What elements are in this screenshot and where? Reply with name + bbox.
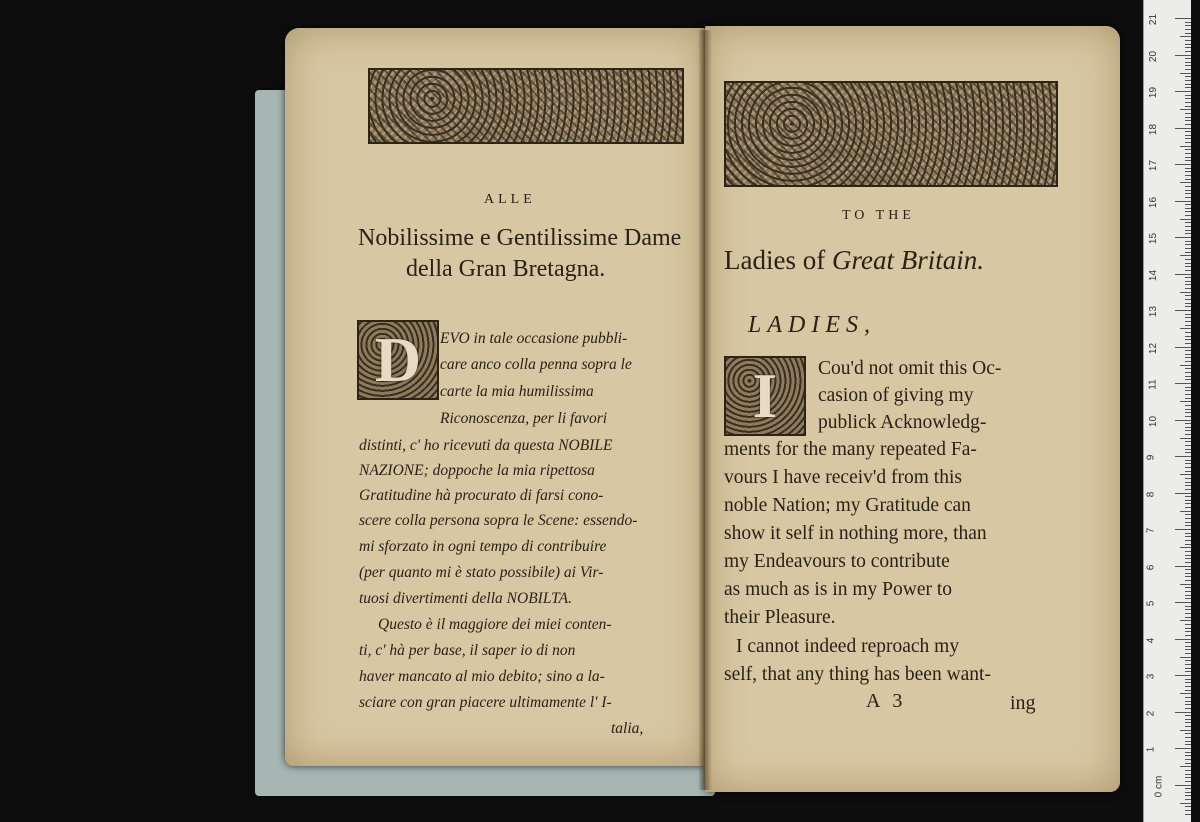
ruler-tick: [1185, 635, 1191, 636]
right-body-line: my Endeavours to contribute: [724, 551, 950, 572]
ruler-tick: [1185, 295, 1191, 296]
ruler-tick: [1185, 288, 1191, 289]
right-body-line: I cannot indeed reproach my: [736, 636, 960, 657]
left-body-line: Riconoscenza, per li favori: [440, 410, 608, 427]
ruler-tick: [1185, 211, 1191, 212]
ruler-tick: [1185, 682, 1191, 683]
ruler-tick: [1185, 525, 1191, 526]
ruler-number: 18: [1148, 123, 1160, 135]
ruler-tick: [1185, 558, 1191, 559]
ruler-tick: [1185, 471, 1191, 472]
right-header: TO THE: [842, 208, 915, 223]
ruler-tick: [1185, 142, 1191, 143]
ruler-tick: [1185, 171, 1191, 172]
ruler-tick: [1185, 507, 1191, 508]
ruler-tick: [1185, 726, 1191, 727]
left-body-line: mi sforzato in ogni tempo di contribuire: [359, 538, 607, 555]
ruler-tick: [1185, 44, 1191, 45]
ruler-number: 14: [1148, 269, 1160, 281]
ruler-tick: [1185, 660, 1191, 661]
book-gutter: [698, 30, 712, 790]
ruler-tick: [1185, 149, 1191, 150]
ruler-tick: [1185, 266, 1191, 267]
left-body-line: ti, c' hà per base, il saper io di non: [359, 642, 576, 659]
ruler-tick: [1185, 102, 1191, 103]
ruler-number: 15: [1148, 232, 1160, 245]
ruler-number: 16: [1148, 196, 1160, 208]
ruler-tick: [1185, 325, 1191, 326]
ruler-tick: [1185, 788, 1191, 789]
ruler-tick: [1185, 339, 1191, 340]
ruler-tick: [1185, 186, 1191, 187]
ruler-tick: [1180, 401, 1191, 402]
right-body-line: vours I have receiv'd from this: [724, 467, 962, 488]
ruler-tick: [1185, 533, 1191, 534]
left-body-line: Questo è il maggiore dei miei conten-: [378, 616, 612, 633]
ruler-tick: [1185, 774, 1191, 775]
ruler-tick: [1175, 748, 1191, 749]
ruler-tick: [1175, 529, 1191, 530]
ruler-tick: [1185, 361, 1191, 362]
ruler-tick: [1185, 354, 1191, 355]
ruler-tick: [1185, 799, 1191, 800]
ruler-tick: [1185, 270, 1191, 271]
ruler-tick: [1185, 412, 1191, 413]
ruler-tick: [1185, 263, 1191, 264]
ruler-tick: [1185, 631, 1191, 632]
ruler-tick: [1185, 686, 1191, 687]
ruler-tick: [1185, 222, 1191, 223]
ruler-number: 13: [1148, 305, 1160, 318]
left-header: ALLE: [484, 192, 536, 207]
ruler-tick: [1185, 722, 1191, 723]
ruler-tick: [1185, 503, 1191, 504]
ruler-tick: [1175, 602, 1191, 603]
ruler-tick: [1180, 730, 1191, 731]
ruler-tick: [1185, 653, 1191, 654]
ruler-tick: [1180, 146, 1191, 147]
ruler-tick: [1185, 303, 1191, 304]
ruler-tick: [1185, 551, 1191, 552]
ruler-tick: [1185, 580, 1191, 581]
ruler-tick: [1185, 306, 1191, 307]
ruler-tick: [1180, 438, 1191, 439]
ruler-tick: [1185, 29, 1191, 30]
right-body-line: noble Nation; my Gratitude can: [724, 495, 971, 516]
ruler-tick: [1180, 73, 1191, 74]
ruler-tick: [1185, 452, 1191, 453]
ruler-tick: [1185, 423, 1191, 424]
left-body-line: Gratitudine hà procurato di farsi cono-: [359, 487, 604, 504]
ruler-tick: [1185, 609, 1191, 610]
ruler-tick: [1185, 80, 1191, 81]
ruler-tick: [1185, 138, 1191, 139]
ruler-tick: [1185, 617, 1191, 618]
ruler-tick: [1185, 120, 1191, 121]
left-body-line: distinti, c' ho ricevuti da questa NOBILE: [359, 437, 613, 454]
ruler-tick: [1185, 770, 1191, 771]
ruler-tick: [1185, 482, 1191, 483]
ruler-tick: [1185, 98, 1191, 99]
ruler-tick: [1185, 708, 1191, 709]
right-body-line: self, that any thing has been want-: [724, 664, 991, 685]
ruler-tick: [1185, 744, 1191, 745]
ruler-tick: [1185, 489, 1191, 490]
ruler-tick: [1180, 182, 1191, 183]
ruler-tick: [1175, 201, 1191, 202]
ruler-tick: [1185, 514, 1191, 515]
ruler-tick: [1185, 595, 1191, 596]
ruler-tick: [1185, 241, 1191, 242]
ruler-tick: [1175, 274, 1191, 275]
right-title-roman: Ladies of: [724, 245, 826, 275]
left-body-line: scere colla persona sopra le Scene: essendo-: [359, 512, 638, 529]
ruler-tick: [1185, 576, 1191, 577]
left-body-line: carte la mia humilissima: [440, 383, 594, 400]
ruler-number: 17: [1148, 159, 1160, 172]
ruler-tick: [1185, 690, 1191, 691]
ruler-tick: [1180, 328, 1191, 329]
ruler-tick: [1185, 719, 1191, 720]
ruler-tick: [1185, 536, 1191, 537]
ruler-number: 4: [1145, 637, 1157, 643]
ruler-tick: [1185, 113, 1191, 114]
ruler-tick: [1175, 639, 1191, 640]
ruler-tick: [1185, 58, 1191, 59]
ruler-tick: [1185, 405, 1191, 406]
ruler-tick: [1185, 430, 1191, 431]
right-body-line: ments for the many repeated Fa-: [724, 439, 977, 460]
ruler-number: 20: [1148, 50, 1160, 62]
ruler-number: 0 cm: [1153, 775, 1165, 797]
ruler-tick: [1185, 357, 1191, 358]
ruler-number: 2: [1145, 710, 1157, 716]
left-dropcap-letter: D: [374, 324, 422, 395]
ruler-tick: [1185, 230, 1191, 231]
left-body-line: NAZIONE; doppoche la mia ripettosa: [359, 462, 595, 479]
ruler-tick: [1180, 584, 1191, 585]
ruler-number: 1: [1145, 746, 1157, 753]
ruler-tick: [1175, 675, 1191, 676]
ruler-tick: [1185, 562, 1191, 563]
ruler-tick: [1185, 25, 1191, 26]
ruler-tick: [1185, 569, 1191, 570]
left-dropcap: [357, 320, 439, 400]
ruler-tick: [1185, 277, 1191, 278]
ruler-tick: [1185, 252, 1191, 253]
left-body-line: talia,: [611, 720, 644, 737]
ruler-number: 7: [1145, 527, 1157, 534]
ruler-tick: [1180, 511, 1191, 512]
ruler-tick: [1185, 281, 1191, 282]
left-body-line: care anco colla penna sopra le: [440, 356, 632, 373]
ruler-tick: [1185, 33, 1191, 34]
ruler-tick: [1185, 135, 1191, 136]
right-body-line: Cou'd not omit this Oc-: [818, 358, 1002, 379]
ruler-tick: [1180, 36, 1191, 37]
ruler-tick: [1185, 160, 1191, 161]
ruler-tick: [1185, 372, 1191, 373]
left-body-line: EVO in tale occasione pubbli-: [440, 330, 628, 347]
ruler-tick: [1175, 712, 1191, 713]
ruler-number: 19: [1148, 86, 1160, 99]
ruler-tick: [1185, 87, 1191, 88]
ruler-tick: [1180, 109, 1191, 110]
ruler-tick: [1185, 51, 1191, 52]
ruler-tick: [1185, 175, 1191, 176]
ruler-tick: [1185, 106, 1191, 107]
ruler-tick: [1185, 62, 1191, 63]
ruler-tick: [1185, 664, 1191, 665]
right-dropcap: [724, 356, 806, 436]
ruler-tick: [1175, 493, 1191, 494]
ruler-tick: [1185, 741, 1191, 742]
ruler-tick: [1185, 679, 1191, 680]
ruler-tick: [1180, 657, 1191, 658]
ruler-tick: [1185, 157, 1191, 158]
ruler-tick: [1185, 697, 1191, 698]
right-headpiece-ornament: [724, 81, 1058, 187]
catchword: ing: [1010, 692, 1036, 714]
ruler-tick: [1180, 219, 1191, 220]
ruler-tick: [1185, 763, 1191, 764]
ruler-tick: [1185, 376, 1191, 377]
ruler-tick: [1185, 368, 1191, 369]
ruler-number: 11: [1147, 379, 1159, 390]
ruler-tick: [1185, 299, 1191, 300]
ruler-tick: [1185, 737, 1191, 738]
ruler-tick: [1185, 606, 1191, 607]
ruler-tick: [1185, 752, 1191, 753]
ruler-tick: [1175, 383, 1191, 384]
right-title: [724, 245, 984, 276]
ruler-tick: [1185, 460, 1191, 461]
ruler-tick: [1185, 795, 1191, 796]
ruler-tick: [1185, 197, 1191, 198]
ruler-number: 21: [1148, 13, 1160, 26]
measurement-ruler: [1143, 0, 1191, 822]
ruler-tick: [1185, 208, 1191, 209]
ruler-tick: [1185, 715, 1191, 716]
ruler-tick: [1180, 255, 1191, 256]
ruler-number: 12: [1148, 342, 1160, 354]
ruler-tick: [1185, 398, 1191, 399]
right-body-line: show it self in nothing more, than: [724, 523, 987, 544]
ruler-tick: [1185, 226, 1191, 227]
left-headpiece-ornament: [368, 68, 684, 144]
ruler-tick: [1175, 18, 1191, 19]
ruler-tick: [1185, 704, 1191, 705]
ruler-tick: [1185, 463, 1191, 464]
ruler-number: 10: [1148, 415, 1160, 427]
ruler-tick: [1185, 810, 1191, 811]
ruler-tick: [1185, 445, 1191, 446]
ruler-tick: [1185, 131, 1191, 132]
ruler-tick: [1185, 449, 1191, 450]
ruler-tick: [1185, 409, 1191, 410]
right-dropcap-letter: I: [752, 360, 778, 431]
ruler-tick: [1185, 193, 1191, 194]
left-title-line-2: della Gran Bretagna.: [406, 256, 606, 282]
ruler-tick: [1185, 668, 1191, 669]
ruler-tick: [1185, 467, 1191, 468]
right-body-line: casion of giving my: [818, 385, 974, 406]
left-body-line: (per quanto mi è stato possibile) ai Vir-: [359, 564, 604, 581]
ruler-tick: [1185, 314, 1191, 315]
ruler-tick: [1185, 733, 1191, 734]
ruler-tick: [1175, 420, 1191, 421]
ruler-tick: [1175, 55, 1191, 56]
right-salutation: LADIES,: [748, 312, 876, 338]
ruler-tick: [1175, 128, 1191, 129]
left-title-line-1: Nobilissime e Gentilissime Dame: [358, 225, 682, 251]
ruler-tick: [1185, 792, 1191, 793]
ruler-tick: [1185, 522, 1191, 523]
ruler-tick: [1185, 390, 1191, 391]
left-body-line: tuosi divertimenti della NOBILTA.: [359, 590, 572, 607]
ruler-tick: [1180, 547, 1191, 548]
ruler-tick: [1185, 117, 1191, 118]
ruler-tick: [1175, 164, 1191, 165]
ruler-tick: [1185, 434, 1191, 435]
ruler-tick: [1185, 179, 1191, 180]
ruler-tick: [1185, 671, 1191, 672]
ruler-tick: [1185, 40, 1191, 41]
ruler-tick: [1185, 814, 1191, 815]
ruler-tick: [1185, 624, 1191, 625]
ruler-tick: [1185, 587, 1191, 588]
ruler-number: 9: [1145, 454, 1157, 461]
ruler-tick: [1185, 642, 1191, 643]
ruler-tick: [1185, 47, 1191, 48]
ruler-tick: [1175, 785, 1191, 786]
ruler-number: 8: [1145, 491, 1157, 497]
page-signature: A 3: [866, 690, 907, 712]
ruler-tick: [1185, 646, 1191, 647]
ruler-tick: [1175, 237, 1191, 238]
ruler-tick: [1185, 500, 1191, 501]
ruler-tick: [1185, 168, 1191, 169]
ruler-tick: [1185, 343, 1191, 344]
ruler-tick: [1185, 777, 1191, 778]
left-body-line: haver mancato al mio debito; sino a la-: [359, 668, 605, 685]
right-body-line: as much as is in my Power to: [724, 579, 953, 600]
ruler-tick: [1185, 628, 1191, 629]
ruler-tick: [1185, 540, 1191, 541]
ruler-tick: [1185, 332, 1191, 333]
ruler-tick: [1175, 456, 1191, 457]
left-body-line: sciare con gran piacere ultimamente l' I-: [359, 694, 612, 711]
ruler-tick: [1185, 284, 1191, 285]
ruler-tick: [1185, 555, 1191, 556]
ruler-tick: [1185, 387, 1191, 388]
ruler-tick: [1185, 394, 1191, 395]
ruler-number: 6: [1145, 564, 1157, 570]
ruler-number: 5: [1145, 600, 1157, 607]
ruler-tick: [1185, 613, 1191, 614]
ruler-tick: [1185, 379, 1191, 380]
ruler-tick: [1180, 365, 1191, 366]
ruler-tick: [1185, 781, 1191, 782]
ruler-tick: [1185, 259, 1191, 260]
ruler-tick: [1185, 65, 1191, 66]
ruler-tick: [1180, 766, 1191, 767]
ruler-tick: [1185, 22, 1191, 23]
ruler-tick: [1185, 598, 1191, 599]
ruler-tick: [1185, 336, 1191, 337]
ruler-tick: [1175, 347, 1191, 348]
ruler-tick: [1185, 215, 1191, 216]
ruler-tick: [1185, 95, 1191, 96]
ruler-tick: [1185, 485, 1191, 486]
ruler-tick: [1175, 91, 1191, 92]
ruler-tick: [1185, 518, 1191, 519]
ruler-tick: [1185, 190, 1191, 191]
ruler-tick: [1185, 204, 1191, 205]
ruler-tick: [1185, 317, 1191, 318]
ruler-tick: [1185, 759, 1191, 760]
ruler-tick: [1185, 416, 1191, 417]
ruler-tick: [1175, 566, 1191, 567]
ruler-tick: [1185, 69, 1191, 70]
ruler-tick: [1185, 233, 1191, 234]
ruler-tick: [1180, 474, 1191, 475]
ruler-tick: [1185, 427, 1191, 428]
ruler-tick: [1185, 544, 1191, 545]
ruler-tick: [1180, 693, 1191, 694]
ruler-tick: [1180, 292, 1191, 293]
ruler-tick: [1185, 649, 1191, 650]
ruler-tick: [1185, 591, 1191, 592]
right-body-line: their Pleasure.: [724, 607, 836, 628]
ruler-number: 3: [1145, 673, 1157, 680]
ruler-tick: [1180, 620, 1191, 621]
ruler-tick: [1185, 350, 1191, 351]
ruler-tick: [1185, 321, 1191, 322]
ruler-tick: [1185, 573, 1191, 574]
ruler-tick: [1185, 244, 1191, 245]
ruler-tick: [1185, 153, 1191, 154]
ruler-tick: [1185, 76, 1191, 77]
ruler-tick: [1185, 806, 1191, 807]
ruler-tick: [1185, 84, 1191, 85]
ruler-tick: [1185, 478, 1191, 479]
ruler-tick: [1185, 124, 1191, 125]
ruler-tick: [1180, 803, 1191, 804]
ruler-tick: [1185, 441, 1191, 442]
ruler-tick: [1185, 701, 1191, 702]
right-body-line: publick Acknowledg-: [818, 412, 987, 433]
ruler-tick: [1185, 755, 1191, 756]
right-title-italic: Great Britain.: [831, 245, 984, 275]
ruler-tick: [1175, 310, 1191, 311]
ruler-tick: [1185, 496, 1191, 497]
ruler-tick: [1185, 248, 1191, 249]
